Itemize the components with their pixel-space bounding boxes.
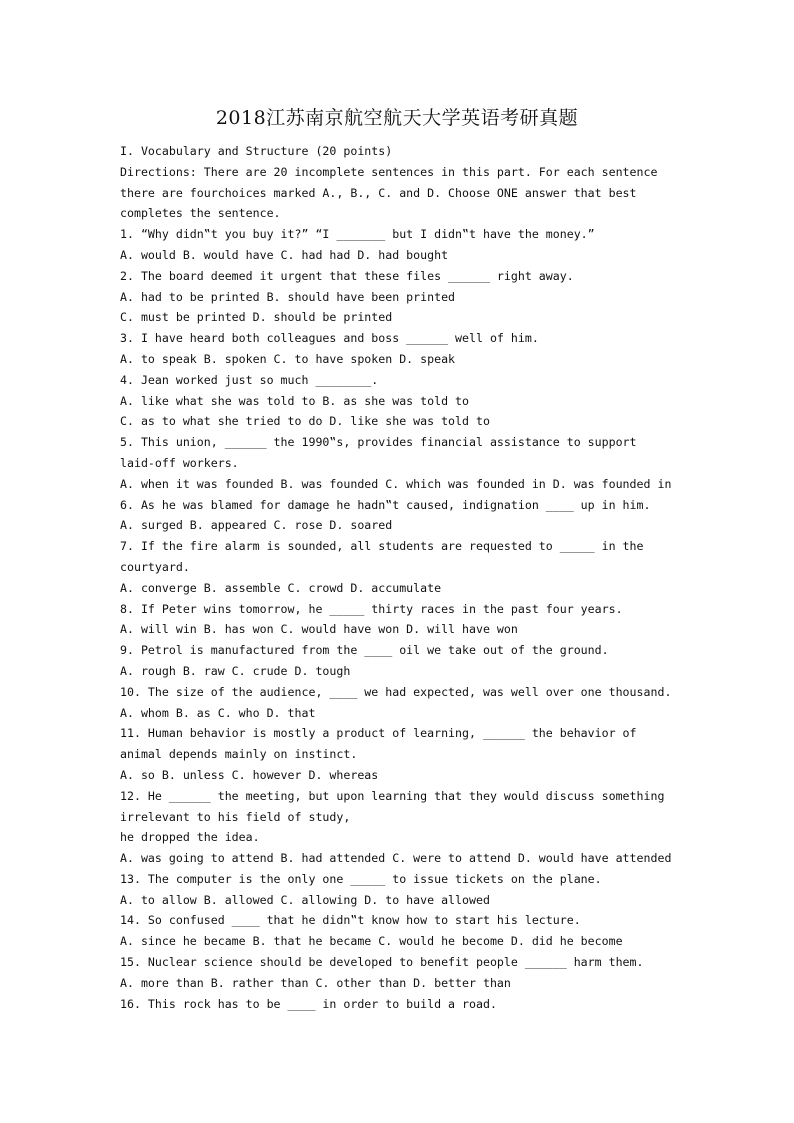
text-line: A. whom B. as C. who D. that xyxy=(120,705,316,720)
text-line: I. Vocabulary and Structure (20 points) xyxy=(120,144,393,158)
text-line: A. was going to attend B. had attended C. were to attend D. would have attended xyxy=(120,851,672,866)
text-line: he dropped the idea. xyxy=(120,830,260,845)
text-line: 12. He ______ the meeting, but upon learning that they would discuss something xyxy=(120,788,665,803)
text-line: 3. I have heard both colleagues and boss ______ well of him. xyxy=(120,331,539,346)
text-line: Directions: There are 20 incomplete sentences in this part. For each sentence xyxy=(120,164,658,179)
text-line: A. when it was founded B. was founded C. which was founded in D. was founded in xyxy=(120,476,672,491)
text-line: A. so B. unless C. however D. whereas xyxy=(120,767,379,782)
text-line: A. had to be printed B. should have been printed xyxy=(120,289,456,304)
text-line: there are fourchoices marked A., B., C. and D. Choose ONE answer that best xyxy=(120,185,637,200)
text-line: 4. Jean worked just so much ________. xyxy=(120,372,379,387)
text-line: 8. If Peter wins tomorrow, he _____ thirty races in the past four years. xyxy=(120,601,623,616)
document-title: 2018江苏南京航空航天大学英语考研真题 xyxy=(215,107,579,129)
text-line: 2. The board deemed it urgent that these files ______ right away. xyxy=(120,268,574,283)
text-line: 16. This rock has to be ____ in order to build a road. xyxy=(120,996,497,1011)
text-line: completes the sentence. xyxy=(120,206,281,221)
text-line: C. as to what she tried to do D. like she was told to xyxy=(120,414,490,429)
text-line: 7. If the fire alarm is sounded, all students are requested to _____ in the xyxy=(120,539,644,554)
text-line: C. must be printed D. should be printed xyxy=(120,310,393,325)
text-line: 9. Petrol is manufactured from the ____ oil we take out of the ground. xyxy=(120,643,609,658)
text-line: 13. The computer is the only one _____ to issue tickets on the plane. xyxy=(120,871,602,886)
document-body xyxy=(120,141,690,1014)
text-line: animal depends mainly on instinct. xyxy=(120,747,358,762)
text-line: 10. The size of the audience, ____ we had expected, was well over one thousand. xyxy=(120,684,672,699)
text-line: A. to allow B. allowed C. allowing D. to have allowed xyxy=(120,892,490,907)
text-line: 15. Nuclear science should be developed to benefit people ______ harm them. xyxy=(120,955,644,970)
text-line: A. surged B. appeared C. rose D. soared xyxy=(120,518,393,533)
text-line: A. like what she was told to B. as she was told to xyxy=(120,393,470,408)
text-line: A. rough B. raw C. crude D. tough xyxy=(120,663,351,678)
text-line: courtyard. xyxy=(120,559,190,574)
text-line: A. would B. would have C. had had D. had bought xyxy=(120,247,449,262)
text-line: A. converge B. assemble C. crowd D. accumulate xyxy=(120,580,442,595)
text-line: A. since he became B. that he became C. would he become D. did he become xyxy=(120,934,623,949)
text-line: 6. As he was blamed for damage he hadn‟t caused, indignation ____ up in him. xyxy=(120,497,651,512)
text-line: laid-off workers. xyxy=(120,455,239,470)
text-line: irrelevant to his field of study, xyxy=(120,809,351,824)
text-line: A. will win B. has won C. would have won D. will have won xyxy=(120,622,518,637)
text-line: A. to speak B. spoken C. to have spoken D. speak xyxy=(120,351,456,366)
text-line: 1. “Why didn‟t you buy it?” “I _______ but I didn‟t have the money.” xyxy=(120,227,595,242)
text-line: 11. Human behavior is mostly a product of learning, ______ the behavior of xyxy=(120,726,637,741)
text-line: 14. So confused ____ that he didn‟t know how to start his lecture. xyxy=(120,913,581,928)
text-line: A. more than B. rather than C. other than D. better than xyxy=(120,975,511,990)
text-line: 5. This union, ______ the 1990‟s, provides financial assistance to support xyxy=(120,435,637,450)
